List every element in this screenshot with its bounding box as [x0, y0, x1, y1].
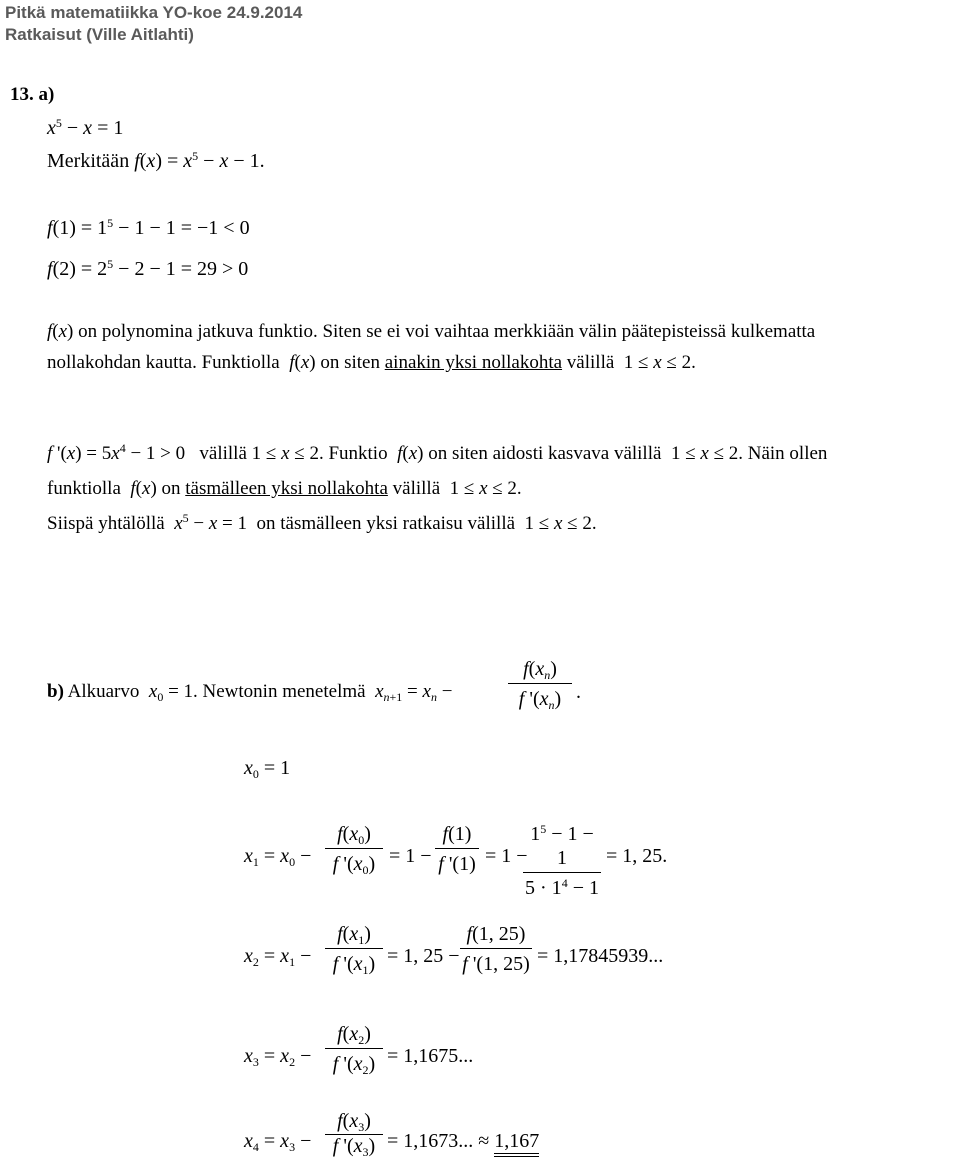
x1-mid-2: = 1 −	[485, 845, 528, 867]
conclusion-line: Siispä yhtälöllä $x^5 - x = 1$ on täsmälleen yksi ratkaisu välillä 1 ≤ x ≤ 2.	[47, 511, 597, 534]
on-text: on	[161, 478, 181, 499]
f2-evaluation: $f(2) = 2^5 - 2 - 1 = 29 > 0$	[47, 257, 249, 280]
underlined-phrase: ainakin yksi nollakohta	[384, 352, 563, 373]
definition-line: Merkitään $f(x) = x^5 - x - 1$.	[47, 149, 265, 172]
valilla-text: välillä	[566, 352, 615, 373]
continuity-text: on polynomina jatkuva funktio. Siten se ei voi vaihtaa merkkiään välin päätepisteissä kulkematta	[78, 321, 816, 342]
x1-fraction-1: $f(x_0)$ f '$(x_0)$	[325, 822, 383, 876]
x1-result: = 1, 25.	[606, 845, 668, 867]
x4-fraction: $f(x_3)$ f '$(x_3)$	[325, 1109, 383, 1156]
problem-label: 13. a)	[10, 84, 55, 105]
alkuarvo-text: Alkuarvo	[67, 681, 140, 702]
x3-result: = 1,1675...	[387, 1045, 474, 1067]
part-b-label: b)	[47, 681, 64, 702]
equation: $x^5 - x = 1$	[47, 116, 124, 139]
newton-text: . Newtonin menetelmä	[193, 681, 366, 702]
continuity-text-2: nollakohdan kautta. Funktiolla	[47, 352, 280, 373]
x4-result: = 1,1673...	[387, 1130, 474, 1152]
f1-evaluation: $f(1) = 1^5 - 1 - 1 = -1 < 0$	[47, 216, 250, 239]
continuity-paragraph-line1: f(x) on polynomina jatkuva funktio. Siten se ei voi vaihtaa merkkiään välin päätepisteissä kulkematta	[47, 321, 816, 342]
nain-ollen-text: . Näin ollen	[738, 443, 828, 464]
x1-lhs: $x_1 = x_0$ −	[244, 845, 312, 869]
x4-result-line	[387, 1130, 539, 1152]
kasvava-text: on siten aidosti kasvava välillä	[428, 443, 662, 464]
part-b-line: b) Alkuarvo $x_0 = 1$. Newtonin menetelmä $x_{n+1} = x_n$ −	[47, 681, 453, 704]
x2-fraction-1: $f(x_1)$ f '$(x_1)$	[325, 922, 383, 976]
x3-fraction: $f(x_2)$ f '$(x_2)$	[325, 1022, 383, 1076]
on-siten-text: on siten	[320, 352, 380, 373]
continuity-paragraph-line2: nollakohdan kautta. Funktiolla f(x) on siten ainakin yksi nollakohta välillä 1 ≤ x ≤ 2.	[47, 352, 696, 373]
x2-result: = 1,17845939...	[537, 945, 664, 967]
funktiolla-text: funktiolla	[47, 478, 121, 499]
derivative-line: f '$(x) = 5x^4 - 1 > 0$ välillä 1 ≤ x ≤ 2. Funktio f(x) on siten aidosti kasvava välillä 1 ≤ x ≤ 2. Näin ollen	[47, 441, 828, 464]
derivative-line-2: funktiolla f(x) on täsmälleen yksi nollakohta välillä 1 ≤ x ≤ 2.	[47, 478, 522, 499]
x1-fraction-2: f(1) f '(1)	[435, 822, 479, 876]
valilla-text: välillä	[392, 478, 441, 499]
header-subtitle: Ratkaisut (Ville Aitlahti)	[5, 25, 194, 44]
x0-line: $x_0 = 1$	[244, 757, 291, 781]
newton-fraction: $f(x_n)$ f '$(x_n)$	[508, 657, 572, 711]
funktio-text: . Funktio	[318, 443, 388, 464]
x2-lhs: $x_2 = x_1$ −	[244, 945, 312, 969]
merkitaan-text: Merkitään	[47, 150, 130, 172]
newton-period: .	[576, 681, 581, 703]
header-title: Pitkä matematiikka YO-koe 24.9.2014	[5, 3, 303, 22]
x2-fraction-2: f(1, 25) f '(1, 25)	[460, 922, 532, 976]
siispa-text: Siispä yhtälöllä	[47, 513, 165, 534]
approx-symbol: ≈	[478, 1130, 490, 1152]
valilla-text: välillä	[199, 443, 247, 464]
underlined-phrase-2: täsmälleen yksi nollakohta	[185, 478, 388, 499]
x3-lhs: $x_3 = x_2$ −	[244, 1045, 312, 1069]
x4-lhs: $x_4 = x_3$ −	[244, 1130, 312, 1154]
ratkaisu-text: on täsmälleen yksi ratkaisu välillä	[256, 513, 516, 534]
final-answer: 1,167	[494, 1130, 539, 1157]
x2-mid: = 1, 25 −	[387, 945, 460, 967]
x1-mid: = 1 −	[389, 845, 432, 867]
x1-fraction-3: $1^5 - 1 - 1$ $5 \cdot 1^4 - 1$	[523, 822, 601, 900]
